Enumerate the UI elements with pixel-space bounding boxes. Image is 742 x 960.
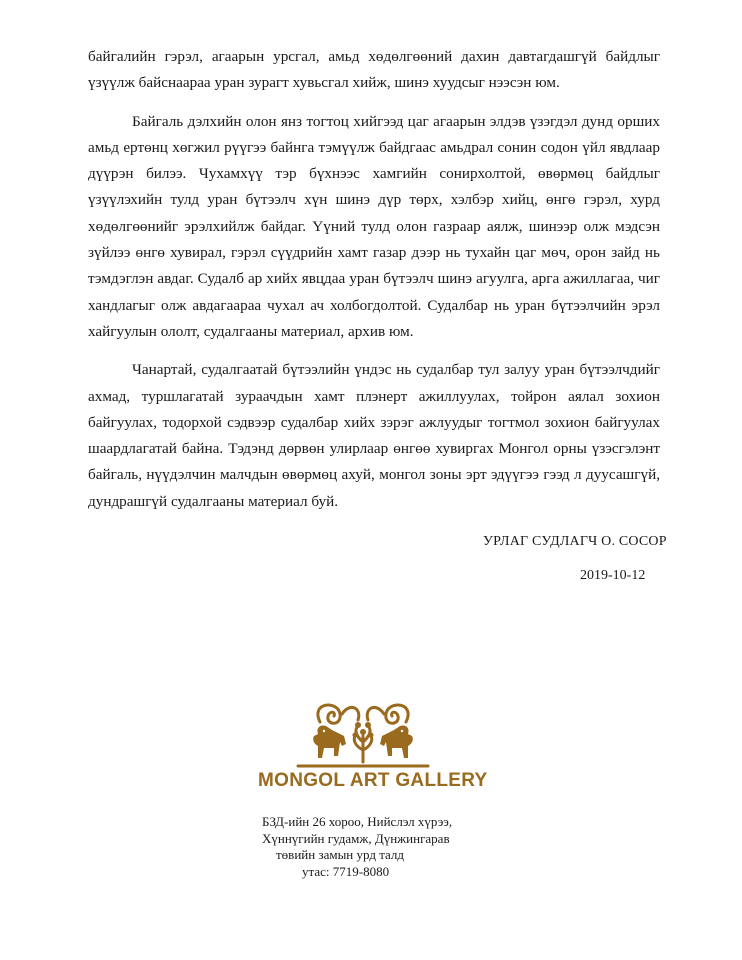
logo-wordmark: MONGOL ART GALLERY bbox=[258, 770, 488, 791]
document-date: 2019-10-12 bbox=[580, 568, 646, 583]
phone-number: утас: 7719-8080 bbox=[302, 863, 390, 879]
paragraph-3: Чанартай, судалгаатай бүтээлийн үндэс нь судалбар тул залуу уран бүтээлчдийг ахмад, туршлагатай зураачдын хамт плэнерт ажиллуулах, тойрон аялал зохион байгуулах, тодорхой сэдвээр судалбар хийх зэрэг ажлуудыг тогтмол зохион байгуулах шаардлагатай байна. Тэдэнд дөрвөн улирлаар өнгөө хувиргах Монгол орны үзэсгэлэнт байгаль, нүүдэлчин малчдын өвөрмөц ахуй, монгол зоны эрт эдүүгээ гээд л дуусашгүй, дундрашгүй судалгааны материал буй. bbox=[88, 361, 660, 510]
address-line: БЗД-ийн 26 хороо, Нийслэл хүрээ, bbox=[262, 814, 453, 829]
paragraph-2: Байгаль дэлхийн олон янз тогтоц хийгээд цаг агаарын элдэв үзэгдэл дунд орших амьд ертөнц хөгжил рүүгээ байнга тэмүүлж байдгаас амьдрал сонин содон үйл явдлаар дүүрэн билээ. Чухамхүү тэр бүхнээс хамгийн сонирхолтой, өвөрмөц байдлыг үзүүлэхийн тулд уран бүтээлч хүн шинэ дүр төрх, хэлбэр хийц, өнгө гэрэл, хурд хөдөлгөөнийг эрэлхийлж байдаг. Үүний тулд олон газраар аялж, шинээр олж мэдсэн зүйлээ өнгө хувирал, гэрэл сүүдрийн хамт газар дээр нь тухайн цаг мөч, орон зайд нь тэмдэглэн авдаг. Судалб ар хийх явцдаа уран бүтээлч шинэ агуулга, арга ажиллагаа, чиг хандлагыг олж авдагаараа чухал ач холбогдолтой. Судалбар нь уран бүтээлчийн эрэл хайгуулын ололт, судалгааны материал, архив юм. bbox=[88, 112, 660, 340]
gallery-logo bbox=[258, 700, 488, 800]
paragraph-1: байгалийн гэрэл, агаарын урсгал, амьд хөдөлгөөний дахин давтагдашгүй байдлыг үзүүлж байснаараа уран зурагт хувьсгал хийж, шинэ хуудсыг нээсэн юм. bbox=[88, 48, 660, 92]
address-line: төвийн замын урд талд bbox=[276, 847, 405, 862]
article-body bbox=[88, 44, 660, 527]
author-signature: УРЛАГ СУДЛАГЧ О. СОСОР bbox=[483, 534, 667, 549]
gallery-address bbox=[262, 814, 462, 880]
address-line: Хүннүгийн гудамж, Дүнжингарав bbox=[262, 830, 450, 846]
horse-emblem-icon bbox=[258, 700, 468, 772]
